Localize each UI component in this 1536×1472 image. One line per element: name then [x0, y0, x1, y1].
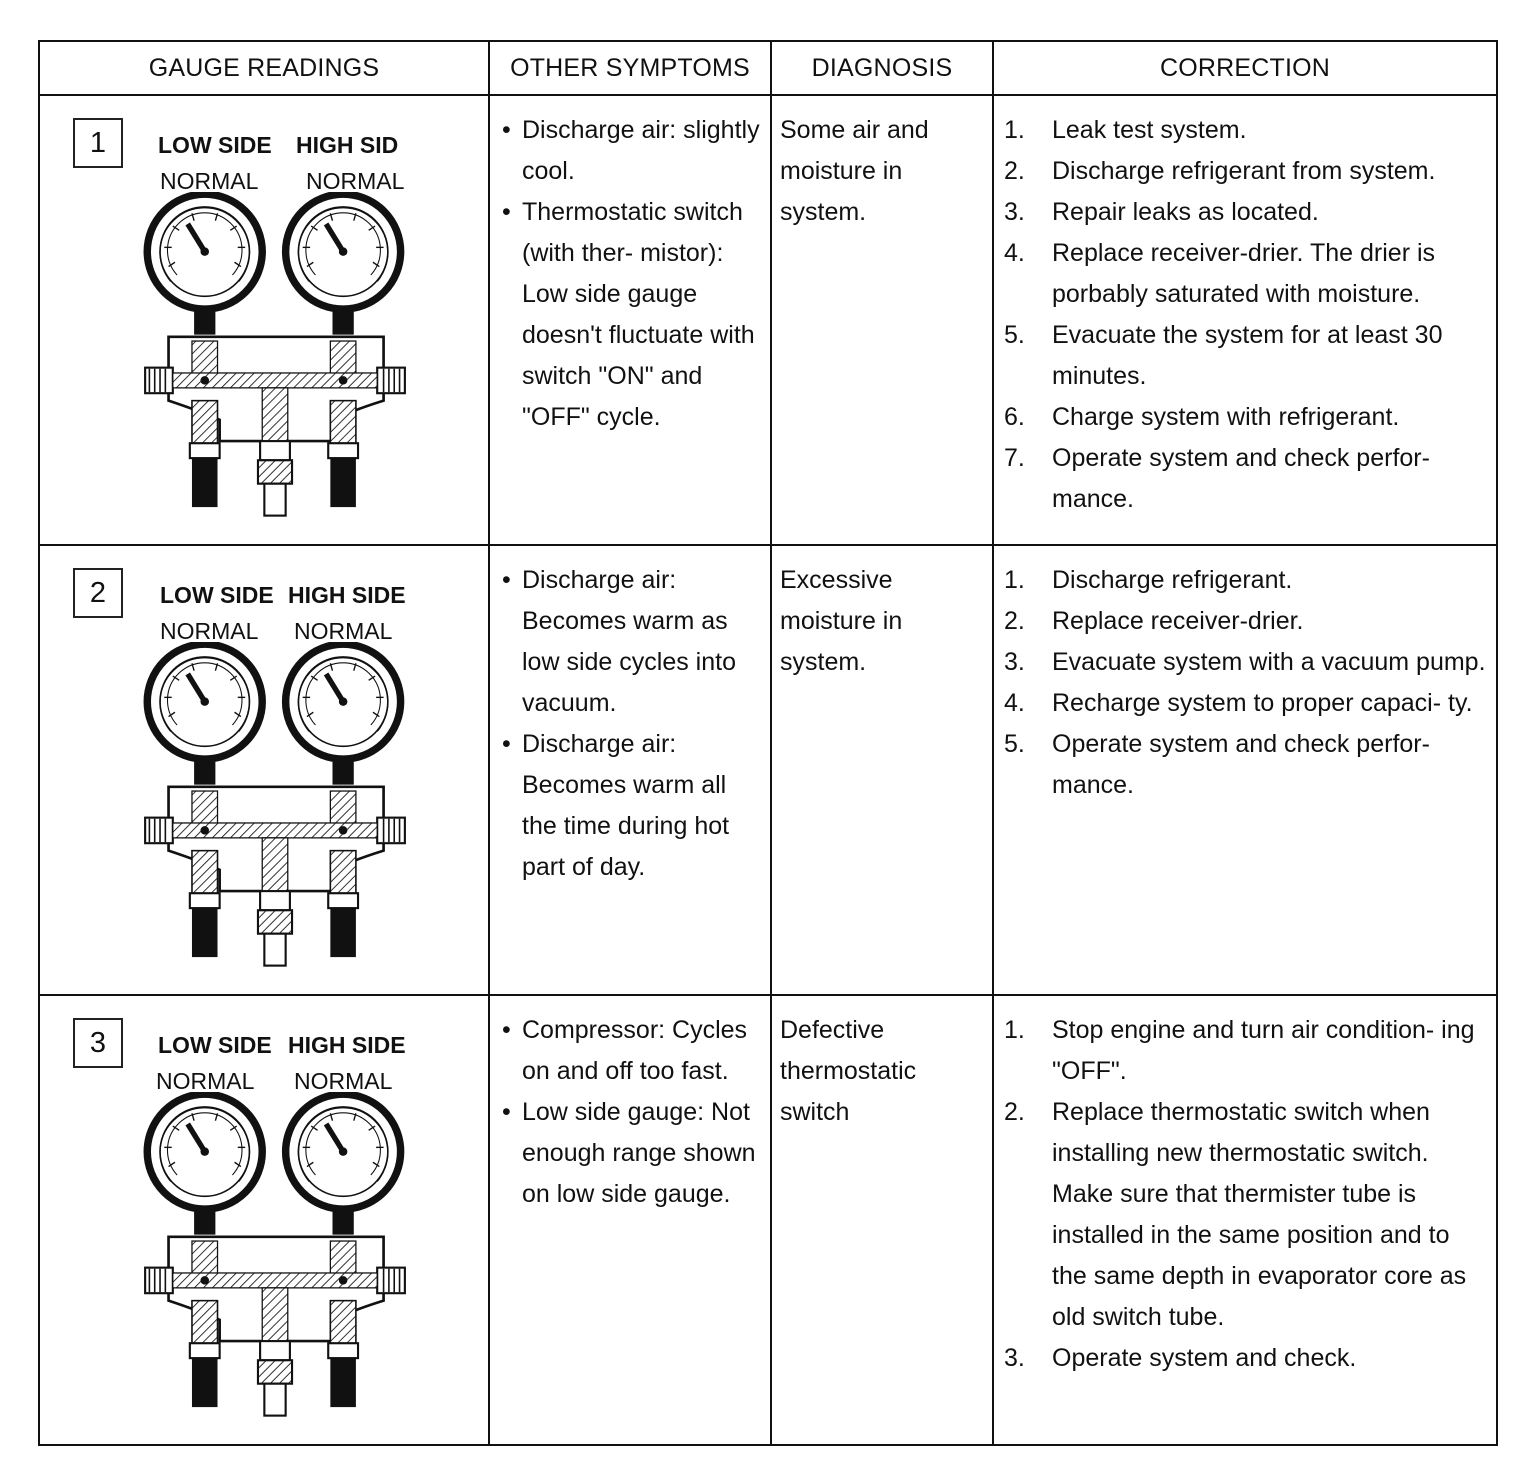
high-side-reading: NORMAL	[294, 1068, 393, 1094]
row-number: 3	[73, 1018, 123, 1068]
correction-step: 4. Replace receiver-drier. The drier is porbably saturated with moisture.	[1004, 239, 1436, 308]
correction-step: 3. Operate system and check.	[1004, 1344, 1357, 1372]
gauge-readings-cell	[39, 95, 489, 545]
correction-cell	[993, 995, 1497, 1445]
correction-step: 2. Replace receiver-drier.	[1004, 607, 1304, 635]
other-symptoms-cell	[489, 995, 771, 1445]
table-row	[39, 995, 1497, 1445]
header-row	[39, 41, 1497, 95]
row-number: 2	[73, 568, 123, 618]
gauge-readings-cell	[39, 995, 489, 1445]
diagnosis-text: Excessive moisture in system.	[780, 566, 903, 676]
correction-step: 3. Evacuate system with a vacuum pump.	[1004, 648, 1486, 676]
correction-cell	[993, 545, 1497, 995]
correction-cell	[993, 95, 1497, 545]
table-row	[39, 95, 1497, 545]
symptom-item: • Discharge air: Becomes warm as low side cycles into vacuum.	[498, 560, 762, 724]
symptom-item: • Low side gauge: Not enough range shown on low side gauge.	[498, 1092, 762, 1215]
correction-step: 2. Discharge refrigerant from system.	[1004, 157, 1436, 185]
high-side-label: HIGH SIDE	[288, 582, 406, 608]
low-side-label: LOW SIDE	[160, 582, 274, 608]
other-symptoms-cell	[489, 545, 771, 995]
diagnosis-cell	[771, 995, 993, 1445]
manifold-gauge-set-illustration	[130, 642, 420, 972]
correction-step: 1. Discharge refrigerant.	[1004, 566, 1293, 594]
row-number: 1	[73, 118, 123, 168]
other-symptoms-cell	[489, 95, 771, 545]
high-side-reading: NORMAL	[306, 168, 405, 194]
correction-step: 2. Replace thermostatic switch when installing new thermostatic switch. Make sure that thermister tube is installed in the same position and to the same depth in evaporator core as old switch tube.	[1004, 1098, 1467, 1331]
gauge-readings-cell	[39, 545, 489, 995]
high-side-reading: NORMAL	[294, 618, 393, 644]
table-row	[39, 545, 1497, 995]
diagnosis-text: Defective thermostatic switch	[780, 1016, 917, 1126]
low-side-label: LOW SIDE	[158, 132, 272, 158]
correction-step: 7. Operate system and check perfor- mance.	[1004, 444, 1430, 513]
low-side-label: LOW SIDE	[158, 1032, 272, 1058]
symptom-item: • Discharge air: Becomes warm all the time during hot part of day.	[498, 724, 762, 888]
symptom-item: • Discharge air: slightly cool.	[498, 110, 762, 192]
diagnosis-cell	[771, 545, 993, 995]
symptom-item: • Thermostatic switch (with ther- mistor): Low side gauge doesn't fluctuate with switch "ON" and "OFF" cycle.	[498, 192, 762, 438]
high-side-label: HIGH SIDE	[288, 1032, 406, 1058]
symptom-item: • Compressor: Cycles on and off too fast.	[498, 1010, 762, 1092]
correction-step: 3. Repair leaks as located.	[1004, 198, 1319, 226]
correction-step: 4. Recharge system to proper capaci- ty.	[1004, 689, 1473, 717]
diagnosis-text: Some air and moisture in system.	[780, 116, 929, 226]
correction-step: 6. Charge system with refrigerant.	[1004, 403, 1400, 431]
diagnosis-cell	[771, 95, 993, 545]
header-diagnosis: DIAGNOSIS	[771, 41, 993, 95]
manifold-gauge-set-illustration	[130, 192, 420, 522]
correction-step: 5. Evacuate the system for at least 30 minutes.	[1004, 321, 1443, 390]
high-side-label: HIGH SID	[296, 132, 399, 158]
header-correction: CORRECTION	[993, 41, 1497, 95]
correction-step: 1. Stop engine and turn air condition- ing "OFF".	[1004, 1016, 1475, 1085]
manifold-gauge-set-illustration	[130, 1092, 420, 1422]
low-side-reading: NORMAL	[156, 1068, 255, 1094]
correction-step: 1. Leak test system.	[1004, 116, 1247, 144]
diagnosis-table	[38, 40, 1498, 1446]
header-gauge-readings: GAUGE READINGS	[39, 41, 489, 95]
low-side-reading: NORMAL	[160, 618, 259, 644]
correction-step: 5. Operate system and check perfor- mance.	[1004, 730, 1430, 799]
header-other-symptoms: OTHER SYMPTOMS	[489, 41, 771, 95]
low-side-reading: NORMAL	[160, 168, 259, 194]
